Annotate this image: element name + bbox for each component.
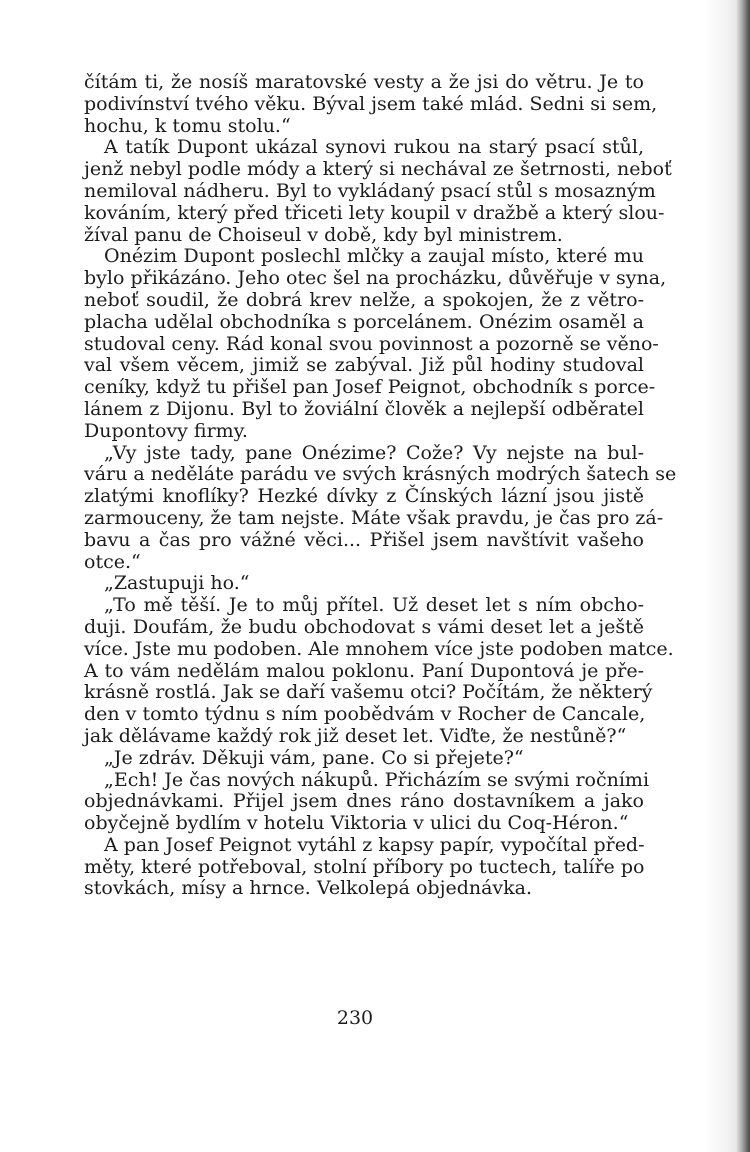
- paragraph: [84, 71, 658, 137]
- text-line: Onézim Dupont poslechl mlčky a zaujal místo, které mu: [104, 245, 644, 268]
- text-line: jak dělávame každý rok již deset let. Viďte, že nestůně?“: [84, 724, 627, 747]
- paragraph: [84, 835, 644, 900]
- paragraph: [84, 748, 644, 770]
- text-line: „To mě těší. Je to můj přítel. Už deset let s ním obcho-: [104, 594, 644, 617]
- text-line: A pan Josef Peignot vytáhl z kapsy papír, vypočítal před-: [104, 833, 645, 856]
- text-line: bavu a čas pro vážné věci... Přišel jsem navštívit vašeho: [84, 528, 644, 551]
- paragraph: [84, 136, 672, 246]
- paragraph: [84, 594, 674, 748]
- text-line: zlatými knoflíky? Hezké dívky z Čínských lázní jsou jistě: [84, 485, 644, 508]
- text-line: Dupontovy firmy.: [84, 419, 248, 442]
- text-line: objednávkami. Přijel jsem dnes ráno dostavníkem a jako: [84, 790, 644, 813]
- text-line: placha udělal obchodníka s porcelánem. Onézim osaměl a: [84, 310, 644, 333]
- page-text: [84, 71, 677, 900]
- text-line: zarmouceny, že tam nejste. Máte však pravdu, je čas pro zá-: [84, 506, 664, 529]
- text-line: val všem věcem, jimiž se zabýval. Již půl hodiny studoval: [84, 354, 644, 377]
- text-line: hochu, k tomu stolu.“: [84, 114, 291, 137]
- text-line: „Vy jste tady, pane Onézime? Cože? Vy nejste na bul-: [104, 441, 644, 464]
- text-line: kováním, který před třiceti lety koupil v dražbě a který slou-: [84, 201, 665, 224]
- text-line: čítám ti, že nosíš maratovské vesty a že jsi do větru. Je to: [84, 71, 644, 93]
- text-line: obyčejně bydlím v hotelu Viktoria v ulici du Coq-Héron.“: [84, 812, 629, 835]
- text-line: neboť soudil, že dobrá krev nelže, a spokojen, že z větro-: [84, 288, 644, 311]
- text-line: den v tomto týdnu s ním poobědvám v Rocher de Cancale,: [84, 703, 646, 726]
- text-line: ceníky, když tu přišel pan Josef Peignot, obchodník s porce-: [84, 376, 656, 399]
- text-line: otce.“: [84, 550, 141, 573]
- text-line: měty, které potřeboval, stolní příbory po tuctech, talíře po: [84, 855, 645, 878]
- text-line: stovkách, mísy a hrnce. Velkolepá objednávka.: [84, 877, 533, 900]
- text-line: lánem z Dijonu. Byl to žoviální člověk a nejlepší odběratel: [84, 397, 644, 420]
- text-line: studoval ceny. Rád konal svou povinnost a pozorně se věno-: [84, 332, 659, 355]
- text-line: krásně rostlá. Jak se daří vašemu otci? Počítám, že některý: [84, 681, 653, 704]
- page-number: 230: [336, 1007, 374, 1029]
- text-line: „Zastupuji ho.“: [104, 572, 250, 595]
- text-line: „Je zdráv. Děkuji vám, pane. Co si přejete?“: [104, 746, 524, 769]
- text-line: podivínství tvého věku. Býval jsem také mlád. Sedni si sem,: [84, 92, 658, 115]
- text-line: A to vám nedělám malou poklonu. Paní Dupontová je pře-: [84, 659, 644, 682]
- text-line: více. Jste mu podoben. Ale mnohem více jste podoben matce.: [84, 637, 674, 660]
- text-line: bylo přikázáno. Jeho otec šel na procházku, důvěřuje v syna,: [84, 267, 667, 290]
- text-line: žíval panu de Choiseul v době, kdy byl ministrem.: [84, 223, 563, 246]
- text-line: duji. Doufám, že budu obchodovat s vámi deset let a ještě: [84, 615, 644, 638]
- text-line: jenž nebyl podle módy a který si nechával ze šetrnosti, neboť: [84, 158, 672, 181]
- paragraph: [84, 245, 667, 442]
- paragraph: [84, 768, 650, 835]
- text-line: nemiloval nádheru. Byl to vykládaný psací stůl s mosazným: [84, 179, 656, 202]
- text-line: „Ech! Je čas nových nákupů. Přicházím se svými ročními: [104, 768, 650, 791]
- text-line: A tatík Dupont ukázal synovi rukou na starý psací stůl,: [104, 136, 644, 159]
- page-binding-edge: [736, 0, 750, 1152]
- paragraph: [84, 573, 644, 595]
- paragraph: [84, 441, 677, 574]
- text-line: váru a neděláte parádu ve svých krásných modrých šatech se: [84, 463, 677, 486]
